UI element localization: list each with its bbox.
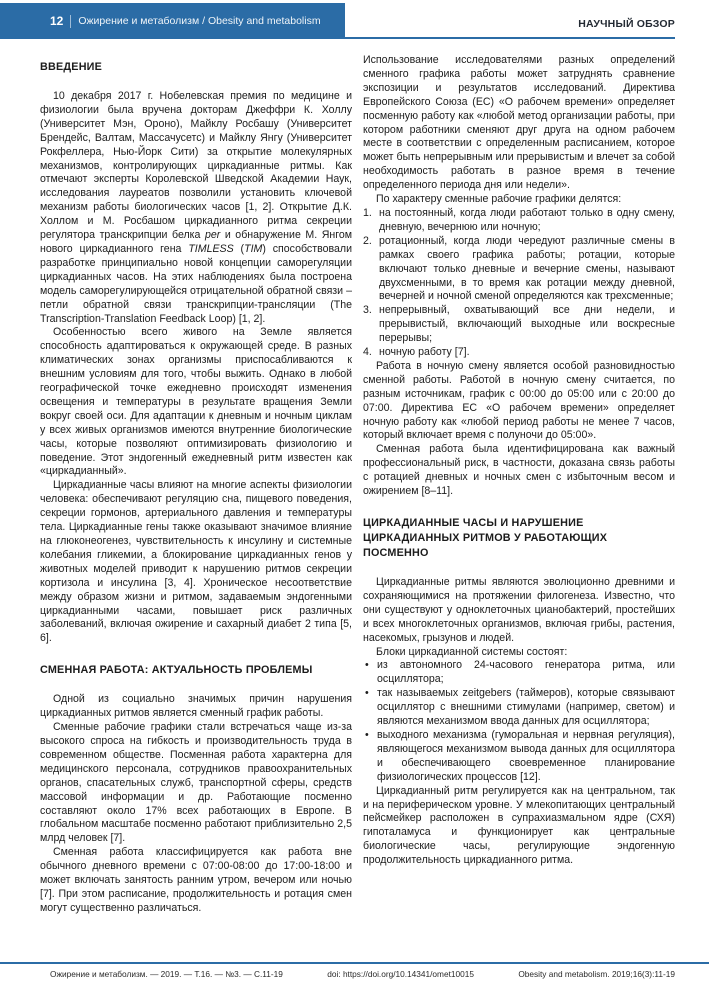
body-text: Сменная работа классифицируется как работа вне обычного дневного времени с 07:00-08:00 до 17:00-18:00 и может включать занятость ранним утром, вечером или ночью [7]. При этом расписание, продолжительность и ротация смен могут существенно различаться. bbox=[40, 846, 352, 914]
footer-doi: doi: https://doi.org/10.14341/omet10015 bbox=[327, 969, 474, 979]
paragraph bbox=[40, 479, 352, 646]
column-right bbox=[363, 54, 675, 954]
italic-text: TIM bbox=[244, 242, 263, 255]
italic-text: TIMLESS bbox=[188, 242, 234, 255]
list-item bbox=[363, 235, 675, 305]
journal-banner bbox=[0, 3, 345, 39]
paragraph bbox=[40, 846, 352, 916]
list-item-text: так называемых zeitgebers (таймеров), которые связывают осциллятор с внешними стимулами (например, светом) и являются механизмом ввода данных для осциллятора; bbox=[377, 687, 675, 728]
article-type-label: НАУЧНЫЙ ОБЗОР bbox=[578, 18, 675, 30]
body-text: Одной из социально значимых причин нарушения циркадианных ритмов является сменный график работы. bbox=[40, 693, 352, 720]
body-text: Сменные рабочие графики стали встречаться чаще из-за высокого спроса на гибкость и производительность труда в современном обществе. Посменная работа характерна для медицинского персонала, сотрудников правоохранительных органов, спасательных служб, транспортной сферы, средств массовой информации и др. Работающие посменно составляют около 17% всех работающих в Европе. В глобальном масштабе посменно работают приблизительно 2,5 млрд человек [7]. bbox=[40, 721, 352, 845]
bullet-icon: • bbox=[365, 687, 369, 700]
body-text: Циркадианные часы влияют на многие аспекты физиологии человека: обеспечивают регуляцию сна, пищевого поведения, секреции гормонов, артериального давления и температуры тела. Циркадианные гены также оказывают значимое влияние на глюконеогенез, чувствительность к инсулину и системные колебания гликемии, а блокирование циркадианных генов у животных моделей приводит к нарушению ритмов секреции кортизола и инсулина [3, 4]. Хроническое несоответствие между образом жизни и ритмом, задаваемым эндогенными циркадианными часами, повышает риск различных заболеваний, включая ожирение и сахарный диабет 2 типа [5, 6]. bbox=[40, 479, 352, 645]
list-item bbox=[363, 659, 675, 687]
body-text: ( bbox=[233, 242, 245, 255]
list-item-text: непрерывный, охватывающий все дни недели, и прерывистый, включающий выходные или воскресные перерывы; bbox=[379, 304, 675, 345]
paragraph bbox=[40, 693, 352, 721]
list-number: 3. bbox=[363, 304, 372, 317]
list-item-text: выходного механизма (гуморальная и нервная регуляция), являющегося механизмом вывода данных для осциллятора и обеспечивающего своевременное планирование физиологических процессов [12]. bbox=[377, 728, 675, 783]
footer-citation-ru: Ожирение и метаболизм. — 2019. — Т.16. — №3. — С.11-19 bbox=[50, 969, 283, 979]
paragraph bbox=[363, 193, 675, 207]
bullet-icon: • bbox=[365, 659, 369, 672]
paragraph bbox=[363, 785, 675, 868]
list-item bbox=[363, 304, 675, 346]
body-text: Особенностью всего живого на Земле является способность адаптироваться к окружающей среде. В разных климатических зонах организмы приспосабливаются к внешним условиям для того, чтобы выжить. Однако в любой географической точке ежедневно происходят изменения освещения и температуры в результате вращения Земли вокруг своей оси. Для адаптации к дневным и ночным циклам у всех живых организмов имеются внутренние биологические часы, которые позволяют оптимизировать физиологию и поведение. Этот эндогенный ежедневный ритм известен как «циркадианный». bbox=[40, 326, 352, 478]
body-text: ) способствовали разработке принципиально новой концепции саморегуляции циркадианных часов. На этих наблюдениях была построена модель саморегулирующейся отрицательной обратной связи – петли обратной связи транскрипции-трансляции (The Transcription-Translation Feedback Loop) [1, 2]. bbox=[40, 242, 352, 325]
paragraph bbox=[40, 721, 352, 846]
numbered-list bbox=[363, 207, 675, 360]
header-rule bbox=[345, 37, 675, 39]
article-body bbox=[40, 54, 675, 954]
body-text: 10 декабря 2017 г. Нобелевская премия по медицине и физиологии была вручена докторам Джеффри К. Холлу (Университет Мэн, Ороно), Майклу Росбашу (Университет Брендейс, Валтам, Массачусетс) и Майклу Янгу (Университет Рокфеллера, Нью-Йорк Сити) за открытие молекулярных механизмов, контролирующих циркадианные ритмы. Как отмечают эксперты Королевской Шведской Академии Наук, исследования лауреатов позволили установить ключевой механизм работы биологических часов [1, 2]. Открытие Д.К. Холлом и М. Росбашом циркадианного ритма секреции регулятора транскрипции белка bbox=[40, 90, 352, 242]
list-number: 2. bbox=[363, 234, 372, 247]
footer-citation-en: Obesity and metabolism. 2019;16(3):11-19 bbox=[518, 969, 675, 979]
list-item bbox=[363, 729, 675, 785]
paragraph bbox=[363, 646, 675, 660]
list-item-text: ночную работу [7]. bbox=[379, 346, 470, 359]
list-item-text: ротационный, когда люди чередуют различные смены в рамках своего графика работы; ротации, которые включают только дневные и вечерние смены, называют двухсменными, в то время как ротации между дневной, вечерней и ночной сменой определяются как трехсменные; bbox=[379, 234, 675, 303]
paragraph bbox=[363, 54, 675, 193]
bullet-list bbox=[363, 659, 675, 784]
section-heading: ВВЕДЕНИЕ bbox=[40, 61, 103, 73]
list-item-text: на постоянный, когда люди работают только в одну смену, дневную, вечернюю или ночную; bbox=[379, 206, 675, 233]
paragraph bbox=[363, 443, 675, 499]
page-number: 12 bbox=[50, 14, 64, 28]
list-item bbox=[363, 687, 675, 729]
header-divider bbox=[70, 15, 71, 28]
page-header bbox=[0, 3, 675, 39]
body-text: По характеру сменные рабочие графики делятся: bbox=[376, 193, 622, 206]
body-text: Сменная работа была идентифицирована как важный профессиональный риск, в частности, доказана связь работы с ротацией дневных и ночных смен с избыточным весом и ожирением [8–11]. bbox=[363, 443, 675, 498]
column-left bbox=[40, 54, 352, 954]
list-item bbox=[363, 207, 675, 235]
paragraph bbox=[363, 360, 675, 443]
body-text: Блоки циркадианной системы состоят: bbox=[376, 645, 568, 658]
list-number: 4. bbox=[363, 346, 372, 359]
page-footer bbox=[0, 962, 709, 979]
section-heading: ЦИРКАДИАННЫЕ ЧАСЫ И НАРУШЕНИЕ ЦИРКАДИАННЫХ РИТМОВ У РАБОТАЮЩИХ ПОСМЕННО bbox=[363, 517, 608, 559]
list-item bbox=[363, 346, 675, 360]
list-number: 1. bbox=[363, 206, 372, 219]
paragraph bbox=[363, 576, 675, 646]
section-heading: СМЕННАЯ РАБОТА: АКТУАЛЬНОСТЬ ПРОБЛЕМЫ bbox=[40, 664, 313, 677]
list-item-text: из автономного 24-часового генератора ритма, или осциллятора; bbox=[377, 659, 675, 686]
body-text: и обнаружение М. Янгом нового циркадианного гена bbox=[40, 229, 353, 255]
paragraph bbox=[40, 90, 352, 326]
paragraph bbox=[40, 326, 352, 479]
body-text: Работа в ночную смену является особой разновидностью сменной работы. Работой в ночную смену считается, по разным источникам, график с 00:00 до 05:00 или с 20:00 до 07:00. Директива ЕС «О рабочем времени» определяет ночную работу как «любой период работы не менее 7 часов, который включает время с полуночи до 05:00». bbox=[363, 359, 675, 442]
journal-title: Ожирение и метаболизм / Obesity and metabolism bbox=[78, 15, 321, 27]
body-text: Циркадианные ритмы являются эволюционно древними и сохраняющимися на протяжении филогенеза. Известно, что они существуют у одноклеточных цианобактерий, простейших и всех многоклеточных организмов, включая грибы, растения, насекомых, грызунов и людей. bbox=[363, 576, 675, 644]
italic-text: per bbox=[204, 229, 221, 242]
body-text: Использование исследователями разных определений сменного графика работы может затруднять сравнение экспозиции и результатов исследований. Директива Европейского Союза (ЕС) «О рабочем времени» определяет посменную работу как «любой метод организации работы, при котором работники сменяют друг друга на одном рабочем месте в соответствии с определенным расписанием, которое может быть непрерывным или прерывистым и влечет за собой необходимость работать в разное время в течение определенного периода дня или недели». bbox=[363, 54, 675, 192]
body-text: Циркадианный ритм регулируется как на центральном, так и на периферическом уровне. У млекопитающих центральный пейсмейкер расположен в супрахиазмальном ядре (СХЯ) гипоталамуса и функционирует как центральные биологические часы, регулирующие эндогенную продолжительность циркадианного ритма. bbox=[363, 784, 675, 867]
bullet-icon: • bbox=[365, 728, 369, 741]
